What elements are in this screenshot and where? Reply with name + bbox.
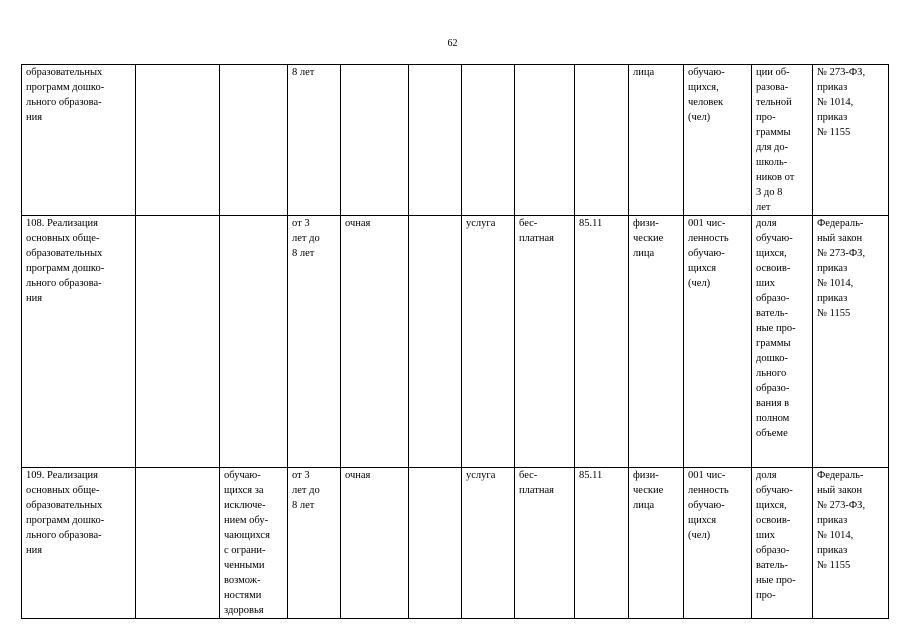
table-cell: доля обучаю- щихся, освоив- ших образо- ватель- ные про- граммы дошко- льного образо- вания в полном объеме xyxy=(752,216,813,468)
table-cell: обучаю- щихся, человек (чел) xyxy=(684,65,752,216)
table-cell: доля обучаю- щихся, освоив- ших образо- ватель- ные про- про- xyxy=(752,468,813,619)
table-cell: бес- платная xyxy=(515,468,575,619)
table-cell xyxy=(409,216,462,468)
table-cell: 85.11 xyxy=(575,468,629,619)
table-cell xyxy=(462,65,515,216)
table-cell: услуга xyxy=(462,216,515,468)
table-cell: обучаю- щихся за исключе- нием обу- чающихся с ограни- ченными возмож- ностями здоровья xyxy=(220,468,288,619)
table-cell: 8 лет xyxy=(288,65,341,216)
table-cell: образовательных программ дошко- льного образова- ния xyxy=(22,65,136,216)
table-cell xyxy=(409,65,462,216)
table-cell xyxy=(136,216,220,468)
table-cell xyxy=(136,65,220,216)
table-cell: 001 чис- ленность обучаю- щихся (чел) xyxy=(684,216,752,468)
table-cell: Федераль- ный закон № 273-ФЗ, приказ № 1014, приказ № 1155 xyxy=(813,468,889,619)
table-cell xyxy=(515,65,575,216)
table-cell: от 3 лет до 8 лет xyxy=(288,216,341,468)
table-cell: очная xyxy=(341,468,409,619)
table-cell xyxy=(136,468,220,619)
table-cell xyxy=(220,216,288,468)
table-cell xyxy=(341,65,409,216)
table-cell: очная xyxy=(341,216,409,468)
services-table xyxy=(21,64,889,619)
table-cell: услуга xyxy=(462,468,515,619)
table-cell xyxy=(220,65,288,216)
table-cell: 109. Реализация основных обще- образовательных программ дошко- льного образова- ния xyxy=(22,468,136,619)
table-row xyxy=(22,65,889,216)
table-cell xyxy=(409,468,462,619)
table-cell: физи- ческие лица xyxy=(629,468,684,619)
table-row xyxy=(22,216,889,468)
table-cell: № 273-ФЗ, приказ № 1014, приказ № 1155 xyxy=(813,65,889,216)
table-cell: бес- платная xyxy=(515,216,575,468)
table-cell: лица xyxy=(629,65,684,216)
page-number: 62 xyxy=(447,38,458,49)
table-cell: 108. Реализация основных обще- образовательных программ дошко- льного образова- ния xyxy=(22,216,136,468)
table-cell: физи- ческие лица xyxy=(629,216,684,468)
table-row xyxy=(22,468,889,619)
table-cell: ции об- разова- тельной про- граммы для до- школь- ников от 3 до 8 лет xyxy=(752,65,813,216)
table-cell: 85.11 xyxy=(575,216,629,468)
table-cell: от 3 лет до 8 лет xyxy=(288,468,341,619)
table-cell: 001 чис- ленность обучаю- щихся (чел) xyxy=(684,468,752,619)
table-cell xyxy=(575,65,629,216)
table-cell: Федераль- ный закон № 273-ФЗ, приказ № 1014, приказ № 1155 xyxy=(813,216,889,468)
